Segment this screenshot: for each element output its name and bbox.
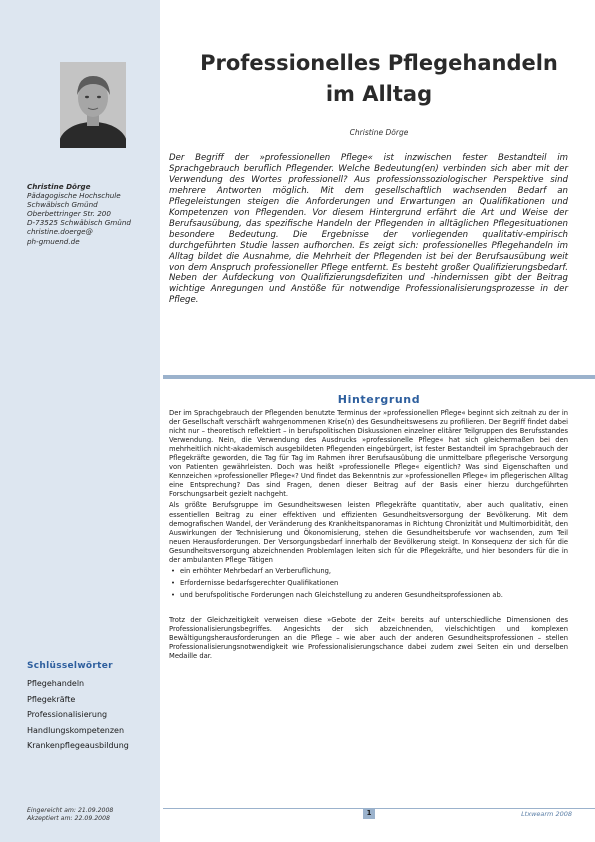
keyword-item: Krankenpflegeausbildung [27, 741, 129, 750]
bullet-item: • Erfordernisse bedarfsgerechter Qualifikationen [169, 579, 568, 588]
keywords-heading: Schlüsselwörter [27, 661, 113, 671]
keyword-item: Handlungskompetenzen [27, 725, 125, 735]
body-paragraph: Trotz der Gleichzeitigkeit verweisen diese »Gebote der Zeit« bereits auf unterschiedliche Dimensionen des Professionalisierungsbegriffes. Angesichts der sich abzeichnenden, vielschichtigen und komplexen Bewältigungsherausforderungen an die Pflege – wie aber auch der anderen Gesundheitsprofessionen – stellen Professionalisierungsnotwendigkeit wie Professionalisierungschance dabei zudem zwei Seiten ein und derselben Medaille dar. [169, 615, 568, 660]
body-text [169, 409, 568, 661]
byline: Christine Dörge [349, 128, 409, 137]
author-address-line: Oberbettringer Str. 200 [27, 209, 111, 219]
author-info [27, 182, 159, 246]
body-paragraph: Als größte Berufsgruppe im Gesundheitswesen leisten Pflegekräfte quantitativ, aber auch qualitativ, einen essentiellen Beitrag zu einer effektiven und effizienten Gesundheitsversorgung der Bevölkerung. Mit dem demografischen Wandel, der Veränderung des Krankheitspanoramas in Richtung Chronizität und Multimorbidität, den Auswirkungen der Technisierung und Ökonomisierung, stehen die Gesundheitsberufe vor wachsenden, zum Teil neuen Herausforderungen. Der Versorgungsbedarf innerhalb der Bevölkerung steigt. In Konsequenz der sich für die Gesundheitsversorgung abzeichnenden Problemlagen leiten sich für die Pflegekräfte, und hier besonders für die in der ambulanten Pflege Tätigen [169, 501, 568, 564]
keyword-item: Pflegekräfte [27, 694, 76, 704]
footer-rule [163, 808, 595, 809]
received-date: Eingereicht am: 21.09.2008 [27, 807, 114, 814]
sidebar-divider [160, 0, 163, 842]
accepted-date: Akzeptiert am: 22.09.2008 [27, 815, 110, 822]
bullet-item: • ein erhöhter Mehrbedarf an Verberuflichung, [169, 567, 568, 576]
keyword-item: Pflegehandeln [27, 679, 85, 688]
author-name: Christine Dörge [27, 182, 91, 191]
author-photo [60, 62, 126, 148]
bullet-list [169, 567, 568, 599]
section-heading: Hintergrund [337, 393, 421, 406]
page-number: 1 [366, 809, 372, 817]
abstract: Der Begriff der »professionellen Pflege« ist inzwischen fester Bestandteil im Sprachgebrauch beruflich Pflegender. Welche Bedeutung(en) verbinden sich aber mit der Verwendung des Wortes professionell? Aus professionssoziologischer Perspektive sind mehrere Antworten möglich. Mit dem gesellschaftlich wachsenden Bedarf an Pflegeleistungen steigen die Anforderungen und Erwartungen an Qualifikationen und Kompetenzen von Pflegenden. Vor diesem Hintergrund erfährt die Art und Weise der Berufsausübung, das spezifische Handeln der Pflegenden in alltäglichen Pflegesituationen besondere Bedeutung. Die Ergebnisse der vorliegenden qualitativ-empirisch durchgeführten Studie lassen aufhorchen. Es zeigt sich: professionelles Pflegehandeln im Alltag bildet die Ausnahme, die Mehrheit der Pflegenden ist bei der Berufsausübung weit von dem Anspruch professioneller Pflege entfernt. Es besteht großer Qualifizierungsbedarf. Neben der Aufdeckung von Qualifizierungsdefiziten und -hindernissen gibt der Beitrag wichtige Anregungen und Anstöße für notwendige Professionalisierungsprozesse in der Pflege. [169, 153, 568, 306]
title-line: Professionelles Pflegehandeln [200, 51, 558, 75]
author-affiliation-line: Schwäbisch Gmünd [27, 200, 98, 210]
keyword-item: Professionalisierung [27, 710, 108, 719]
author-portrait-image [60, 62, 126, 148]
author-email-line: christine.doerge@ [27, 227, 93, 237]
author-address-line: D-73525 Schwäbisch Gmünd [27, 218, 131, 228]
author-affiliation-line: Pädagogische Hochschule [27, 191, 121, 201]
author-email-line: ph-gmuend.de [27, 236, 80, 246]
article-title [163, 48, 595, 110]
submission-dates [27, 807, 157, 823]
body-paragraph: Der im Sprachgebrauch der Pflegenden benutzte Terminus der »professionellen Pflege« beginnt sich zeitnah zu der in der Gesellschaft verschärft wahrgenommenen Krise(n) des Gesundheitswesens zu profilieren. Der Begriff findet dabei nicht nur – theoretisch reflektiert – in berufspolitischen Diskussionen einzelner elitärer Teilgruppen des Berufsstandes Verwendung. Nein, die Verwendung des Ausdrucks »professionelle Pflege« hat sich gleichermaßen bei den mehrheitlich nicht-akademisch ausgebildeten Pflegenden eingebürgert, ist fester Bestandteil im Sprachgebrauch der Pflegekräfte geworden, die Tag für Tag im Rahmen ihrer Berufsausübung die unmittelbare pflegerische Versorgung von Patienten gewährleisten. Doch was heißt »professionelle Pflege« eigentlich? Was sind Eigenschaften und Kennzeichen »professioneller Pflege«? Und findet das Bekenntnis zur »professionellen Pflege« im pflegerischen Alltag eine Entsprechung? Das sind Fragen, denen dieser Beitrag auf der Basis einer hierzu durchgeführten Forschungsarbeit gezielt nachgeht. [169, 409, 568, 499]
keywords-list [27, 676, 157, 754]
section-divider [163, 375, 595, 379]
bullet-item: • und berufspolitische Forderungen nach Gleichstellung zu anderen Gesundheitsprofessionen ab. [169, 591, 568, 600]
journal-name: Ltxwearm 2008 [521, 810, 572, 818]
title-line: im Alltag [325, 82, 433, 106]
